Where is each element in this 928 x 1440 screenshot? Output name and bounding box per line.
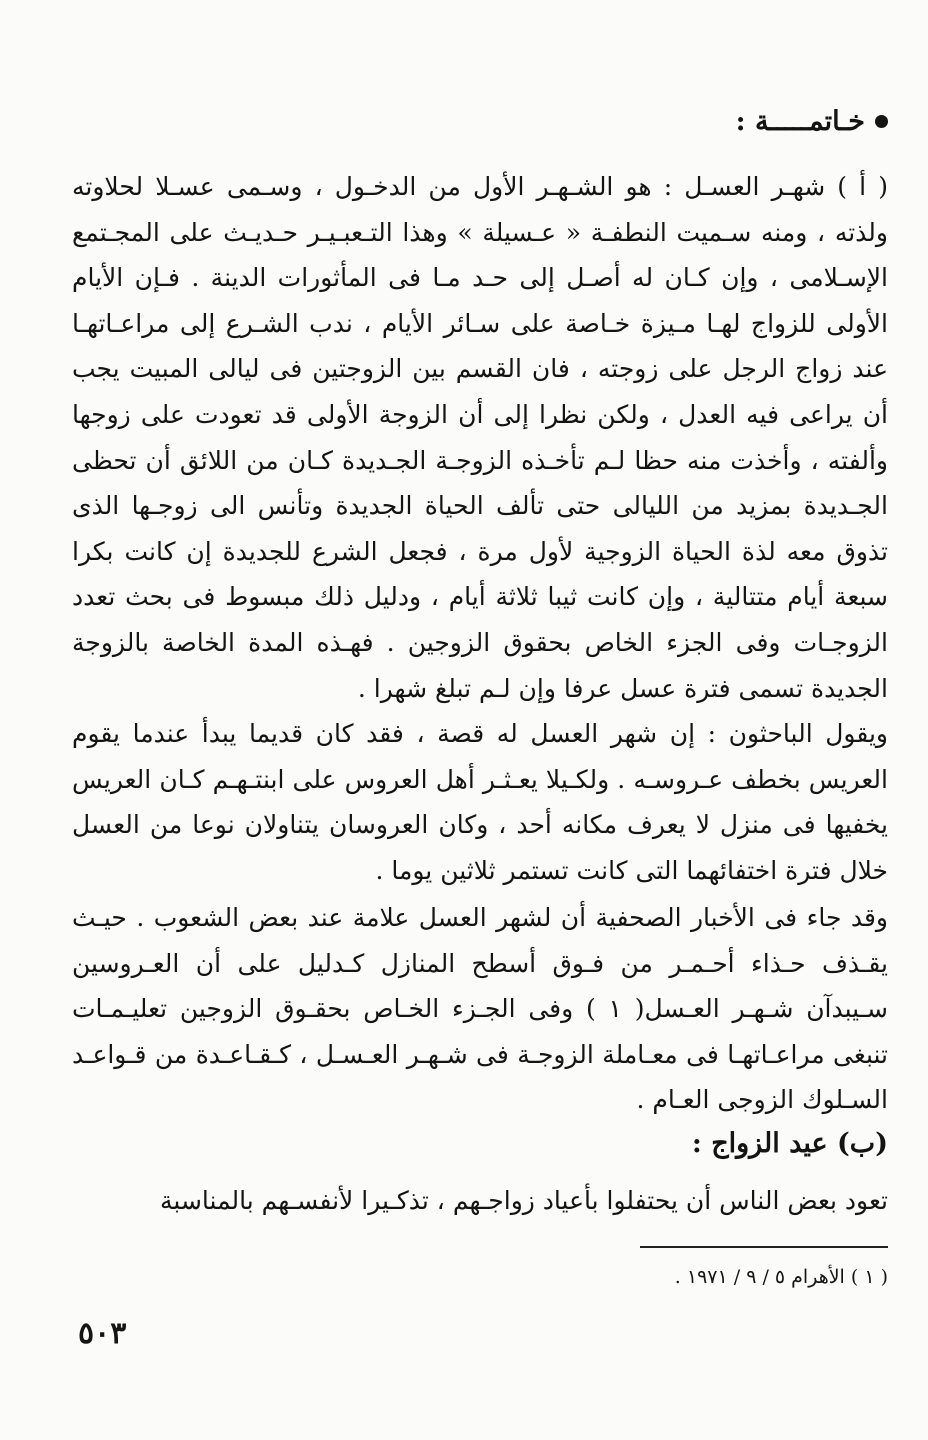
paragraph-news: وقد جاء فى الأخبار الصحفية أن لشهر العسل علامة عند بعض الشعوب . حيـث يقـذف حـذاء أحـمـر من فـوق أسطح المنازل كـدليل على أن العـروسين سـيبدآن شـهـر العـسل( ١ ) وفى الجـزء الخـاص بحقـوق الزوجين تعليـمـات تنبغى مراعـاتهـا فى معـاملة الزوجـة فى شـهـر العـسـل ، كـقـاعـدة من قـواعـد السـلوك الزوجى العـام . bbox=[72, 903, 888, 1115]
bullet-icon bbox=[875, 115, 888, 128]
paragraph-anniversary: تعود بعض الناس أن يحتفلوا بأعياد زواجـهم ، تذكـيرا لأنفسـهم بالمناسبة bbox=[160, 1186, 888, 1215]
subsection-heading-anniversary: (ب) عيد الزواج : bbox=[691, 1128, 888, 1159]
page-number: ٥٠٣ bbox=[78, 1316, 127, 1351]
paragraph-honeymoon: ( أ ) شهـر العسـل : هو الشـهـر الأول من الدخـول ، وسـمى عسـلا لحلاوته ولذته ، ومنه سـميت النطفـة « عـسيلة » وهذا التـعبـيـر حـديـث على المجـتمع الإسـلامى ، وإن كـان له أصـل إلى حـد مـا فى المأثورات الدينة . فـإن الأيام الأولى للزواج لهـا مـيزة خـاصة على سـائر الأيام ، ندب الشـرع إلى مراعـاتهـا عند زواج الرجل على زوجته ، فان القسم بين الزوجتين فى ليالى المبيت يجب أن يراعى فيه العدل ، ولكن نظرا إلى أن الزوجة الأولى قد تعودت على زوجها وألفته ، وأخذت منه حظا لـم تأخـذه الزوجـة الجـديدة كـان من اللائق أن تحظى الجـديدة بمزيد من الليالى حتى تألف الحياة الجديدة وتأنس الى زوجـها الذى تذوق معه لذة الحياة الزوجية لأول مرة ، فجعل الشرع للجديدة إن كانت بكرا سبعة أيام متتالية ، وإن كانت ثيبا ثلاثة أيام ، ودليل ذلك مبسوط فى بحث تعدد الزوجـات وفى الجزء الخاص بحقوق الزوجين . فهـذه المدة الخاصة بالزوجة الجديدة تسمى فترة عسل عرفا وإن لـم تبلغ شهرا . bbox=[72, 172, 888, 703]
section-heading-conclusion bbox=[736, 106, 888, 137]
section-heading-text: خـاتمـــــة : bbox=[735, 106, 865, 137]
footnote-divider bbox=[640, 1246, 888, 1248]
paragraph-researchers: ويقول الباحثون : إن شهر العسل له قصة ، فقد كان قديما يبدأ عندما يقوم العريس بخطف عـروسـه . ولكـيلا يعـثـر أهل العروس على ابنتـهـم كـان العريس يخفيها فى منزل لا يعرف مكانه أحد ، وكان العروسان يتناولان نوعا من العسل خلال فترة اختفائهما التى كانت تستمر ثلاثين يوما . bbox=[72, 719, 888, 885]
footnote: ( ١ ) الأهرام ٥ / ٩ / ١٩٧١ . bbox=[674, 1266, 888, 1288]
